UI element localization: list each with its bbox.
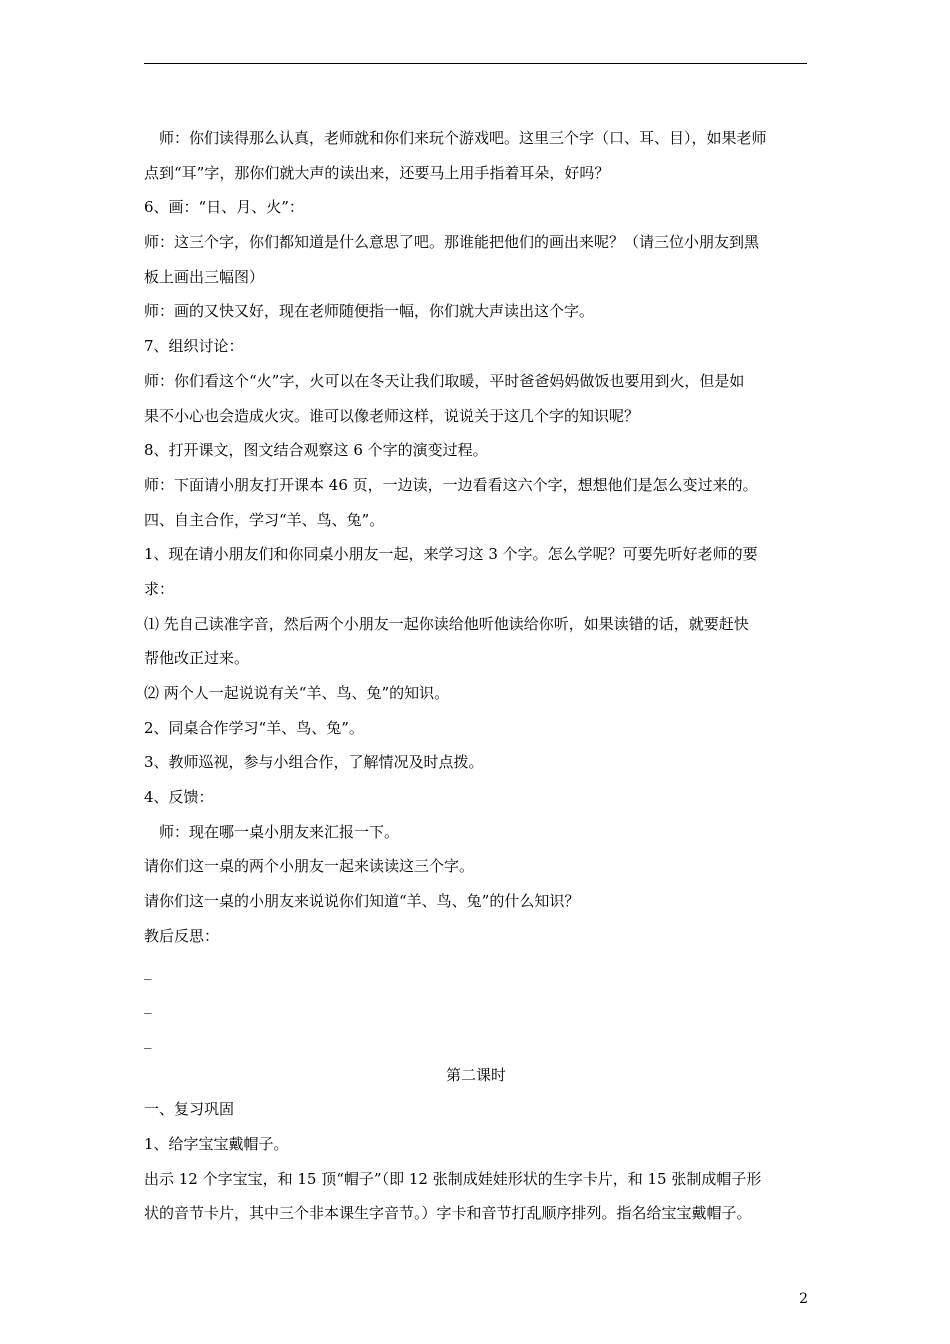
paragraph-line: ⑵ 两个人一起说说有关“羊、鸟、兔”的知识。: [144, 684, 450, 702]
paragraph-line: 求：: [144, 579, 175, 598]
paragraph-line: 师：下面请小朋友打开课本 46 页，一边读，一边看看这六个字，想想他们是怎么变过来的。: [144, 475, 758, 494]
paragraph-line: 请你们这一桌的两个小朋友一起来读读这三个字。: [144, 857, 475, 876]
paragraph-line: 1、现在请小朋友们和你同桌小朋友一起，来学习这 3 个字。怎么学呢？可要先听好老师的要: [144, 545, 758, 564]
paragraph-line: 师：你们看这个“火”字，火可以在冬天让我们取暖，平时爸爸妈妈做饭也要用到火，但是如: [144, 371, 745, 390]
section-heading: 1、给字宝宝戴帽子。: [144, 1134, 289, 1153]
section-heading: 3、教师巡视，参与小组合作，了解情况及时点拨。: [144, 753, 484, 772]
paragraph-line: 状的音节卡片，其中三个非本课生字音节。）字卡和音节打乱顺序排列。指名给宝宝戴帽子。: [144, 1204, 752, 1223]
paragraph-line: ⑴ 先自己读准字音，然后两个小朋友一起你读给他听他读给你听，如果读错的话，就要赶快: [144, 614, 749, 633]
paragraph-line: 帮他改正过来。: [144, 649, 250, 668]
section-heading: 6、画：“日、月、火”：: [144, 198, 304, 217]
blank-line: _: [144, 1030, 152, 1049]
page-number: 2: [799, 1291, 808, 1307]
blank-line: _: [144, 961, 152, 980]
section-heading: 4、反馈：: [144, 788, 214, 807]
section-heading: 7、组织讨论：: [144, 337, 244, 356]
section-heading: 8、打开课文，图文结合观察这 6 个字的演变过程。: [144, 441, 488, 460]
blank-line: _: [144, 996, 152, 1015]
paragraph-line: 出示 12 个字宝宝，和 15 顶“帽子”（即 12 张制成娃娃形状的生字卡片，和 15 张制成帽子形: [144, 1169, 762, 1188]
body-text: [144, 121, 808, 1231]
paragraph-line: 师：画的又快又好，现在老师随便指一幅，你们就大声读出这个字。: [144, 302, 595, 321]
section-heading: 四、自主合作，学习“羊、鸟、兔”。: [144, 510, 385, 529]
header-rule: [144, 63, 807, 64]
paragraph-line: 师：这三个字，你们都知道是什么意思了吧。那谁能把他们的画出来呢？（请三位小朋友到黑: [144, 233, 760, 252]
paragraph-line: 点到“耳”字，那你们就大声的读出来，还要马上用手指着耳朵，好吗？: [144, 163, 610, 182]
section-heading: 2、同桌合作学习“羊、鸟、兔”。: [144, 718, 364, 737]
lesson-title: 第二课时: [445, 1065, 506, 1084]
paragraph-line: 师：现在哪一桌小朋友来汇报一下。: [159, 822, 400, 841]
paragraph-line: 请你们这一桌的小朋友来说说你们知道“羊、鸟、兔”的什么知识？: [144, 892, 580, 911]
paragraph-line: 板上画出三幅图）: [144, 267, 265, 286]
paragraph-line: 师：你们读得那么认真，老师就和你们来玩个游戏吧。这里三个字（口、耳、目），如果老师: [159, 129, 767, 147]
section-heading: 一、复习巩固: [144, 1100, 235, 1119]
paragraph-line: 果不小心也会造成火灾。谁可以像老师这样，说说关于这几个字的知识呢？: [144, 406, 640, 425]
reflection-heading: 教后反思：: [144, 926, 220, 945]
